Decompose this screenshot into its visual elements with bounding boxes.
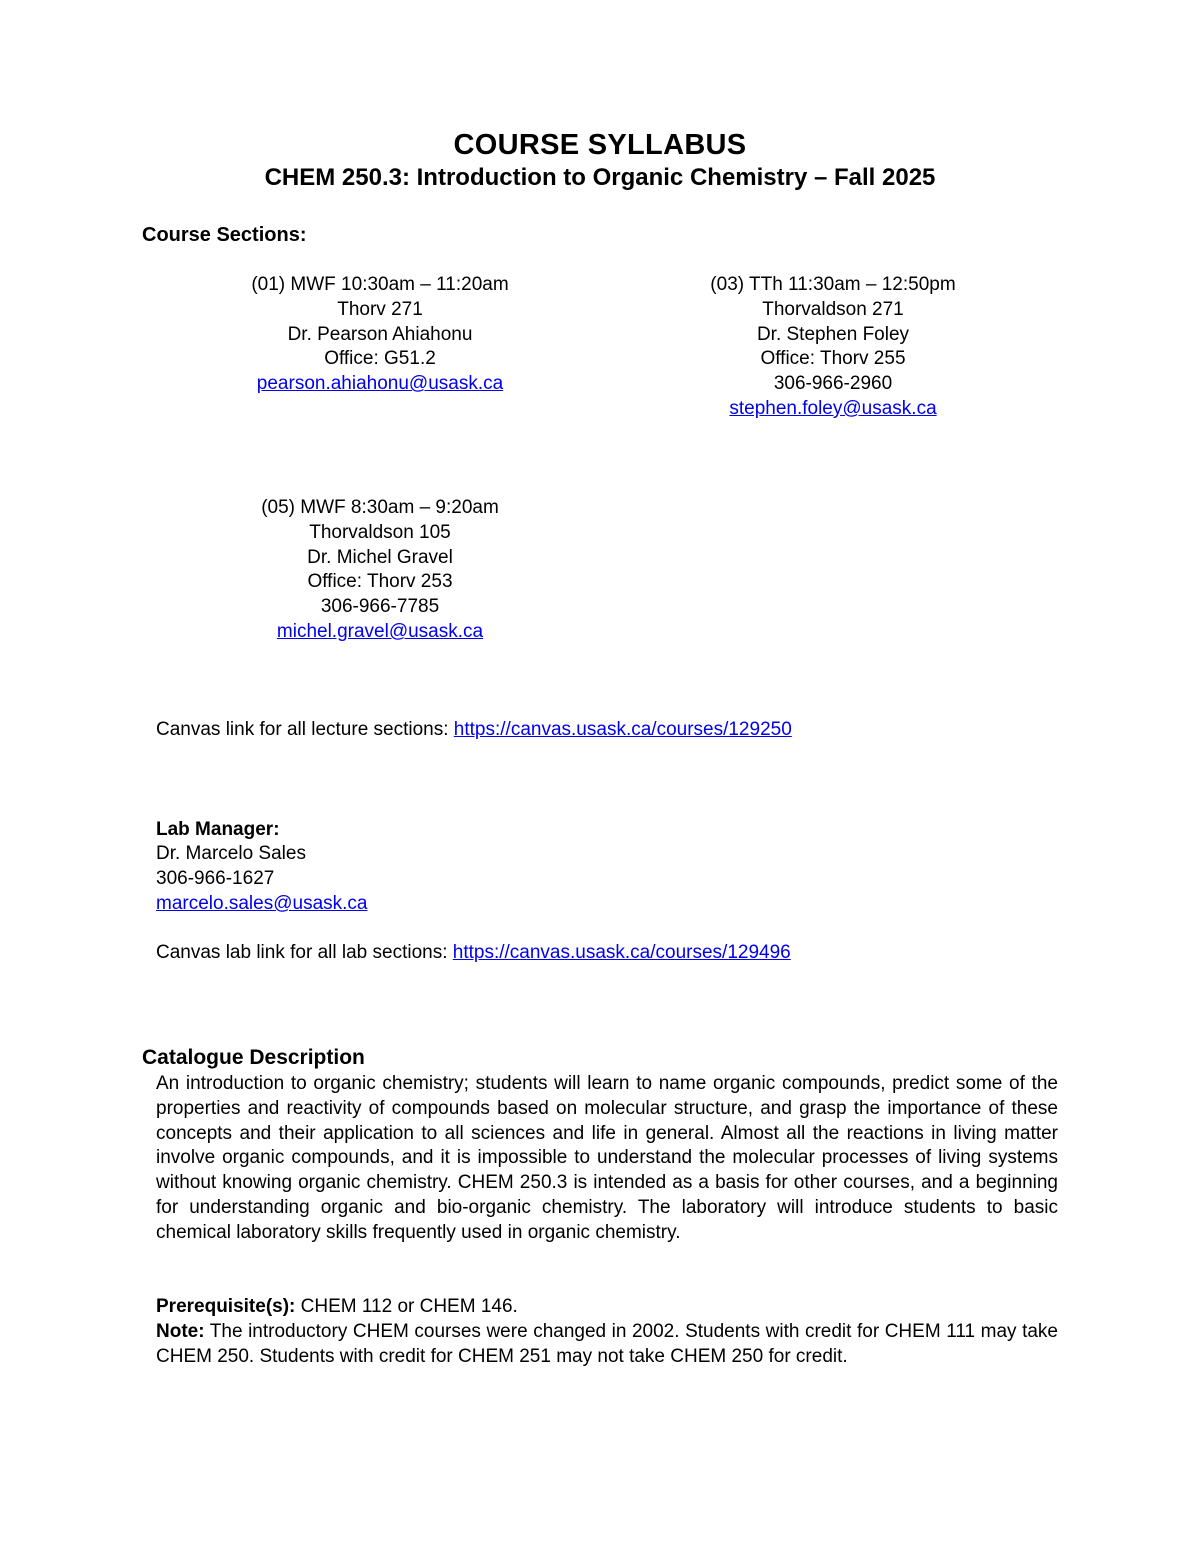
canvas-lab-label: Canvas lab link for all lab sections: <box>156 942 453 963</box>
page-title: COURSE SYLLABUS <box>453 129 747 161</box>
instructor-email-link[interactable]: pearson.ahiahonu@usask.ca <box>256 373 504 395</box>
section-room: Thorvaldson 105 <box>309 521 451 543</box>
canvas-lecture-label: Canvas link for all lecture sections: <box>156 719 454 740</box>
lab-manager-email-link[interactable]: marcelo.sales@usask.ca <box>156 893 368 914</box>
section-room: Thorvaldson 271 <box>762 298 904 320</box>
section-time: (01) MWF 10:30am – 11:20am <box>251 274 509 295</box>
section-office: Office: Thorv 255 <box>760 348 906 370</box>
lab-manager-heading: Lab Manager: <box>156 819 280 840</box>
section-phone: 306-966-7785 <box>320 596 440 618</box>
lab-manager-name: Dr. Marcelo Sales <box>156 843 306 864</box>
canvas-lab-link[interactable]: https://canvas.usask.ca/courses/129496 <box>452 942 791 963</box>
catalogue-description: An introduction to organic chemistry; students will learn to name organic compounds, predict some of the properties and reactivity of compounds based on molecular structure, and grasp the importance of these concepts and their application to all sciences and life in general. Almost all the reactions in living matter involve organic compounds, and it is impossible to understand the molecular processes of living systems without knowing organic chemistry. CHEM 250.3 is intended as a basis for other courses, and a beginning for understanding organic and bio-organic chemistry. The laboratory will introduce students to basic chemical laboratory skills frequently used in organic chemistry. <box>156 1073 1058 1243</box>
prerequisites-label: Prerequisite(s): <box>156 1296 296 1317</box>
section-office: Office: Thorv 253 <box>307 571 453 593</box>
section-time: (03) TTh 11:30am – 12:50pm <box>710 274 956 295</box>
note-text: The introductory CHEM courses were changed in 2002. Students with credit for CHEM 111 may take CHEM 250. Students with credit for CHEM 251 may not take CHEM 250 for credit. <box>156 1321 1058 1367</box>
canvas-lecture-link[interactable]: https://canvas.usask.ca/courses/129250 <box>453 719 792 740</box>
section-instructor: Dr. Stephen Foley <box>756 323 910 345</box>
section-instructor: Dr. Pearson Ahiahonu <box>287 323 473 345</box>
prerequisites-text: CHEM 112 or CHEM 146. <box>295 1296 518 1317</box>
section-phone: 306-966-2960 <box>773 373 893 395</box>
note-label: Note: <box>156 1321 205 1342</box>
prerequisites-line <box>156 1295 1058 1320</box>
instructor-email-link[interactable]: michel.gravel@usask.ca <box>276 620 484 642</box>
lab-manager-phone: 306-966-1627 <box>156 868 275 889</box>
section-03-block <box>613 273 1053 422</box>
section-01-block <box>160 273 600 397</box>
section-05-block <box>160 496 600 645</box>
course-sections-heading: Course Sections: <box>142 224 307 246</box>
section-room: Thorv 271 <box>337 298 423 320</box>
instructor-email-link[interactable]: stephen.foley@usask.ca <box>729 397 937 419</box>
note-paragraph <box>156 1320 1058 1370</box>
catalogue-heading: Catalogue Description <box>142 1046 365 1069</box>
canvas-lecture-line <box>156 718 792 743</box>
section-time: (05) MWF 8:30am – 9:20am <box>261 497 499 518</box>
section-instructor: Dr. Michel Gravel <box>307 546 453 568</box>
course-subtitle: CHEM 250.3: Introduction to Organic Chemistry – Fall 2025 <box>264 164 936 191</box>
canvas-lab-line <box>156 941 791 966</box>
section-office: Office: G51.2 <box>324 348 436 370</box>
